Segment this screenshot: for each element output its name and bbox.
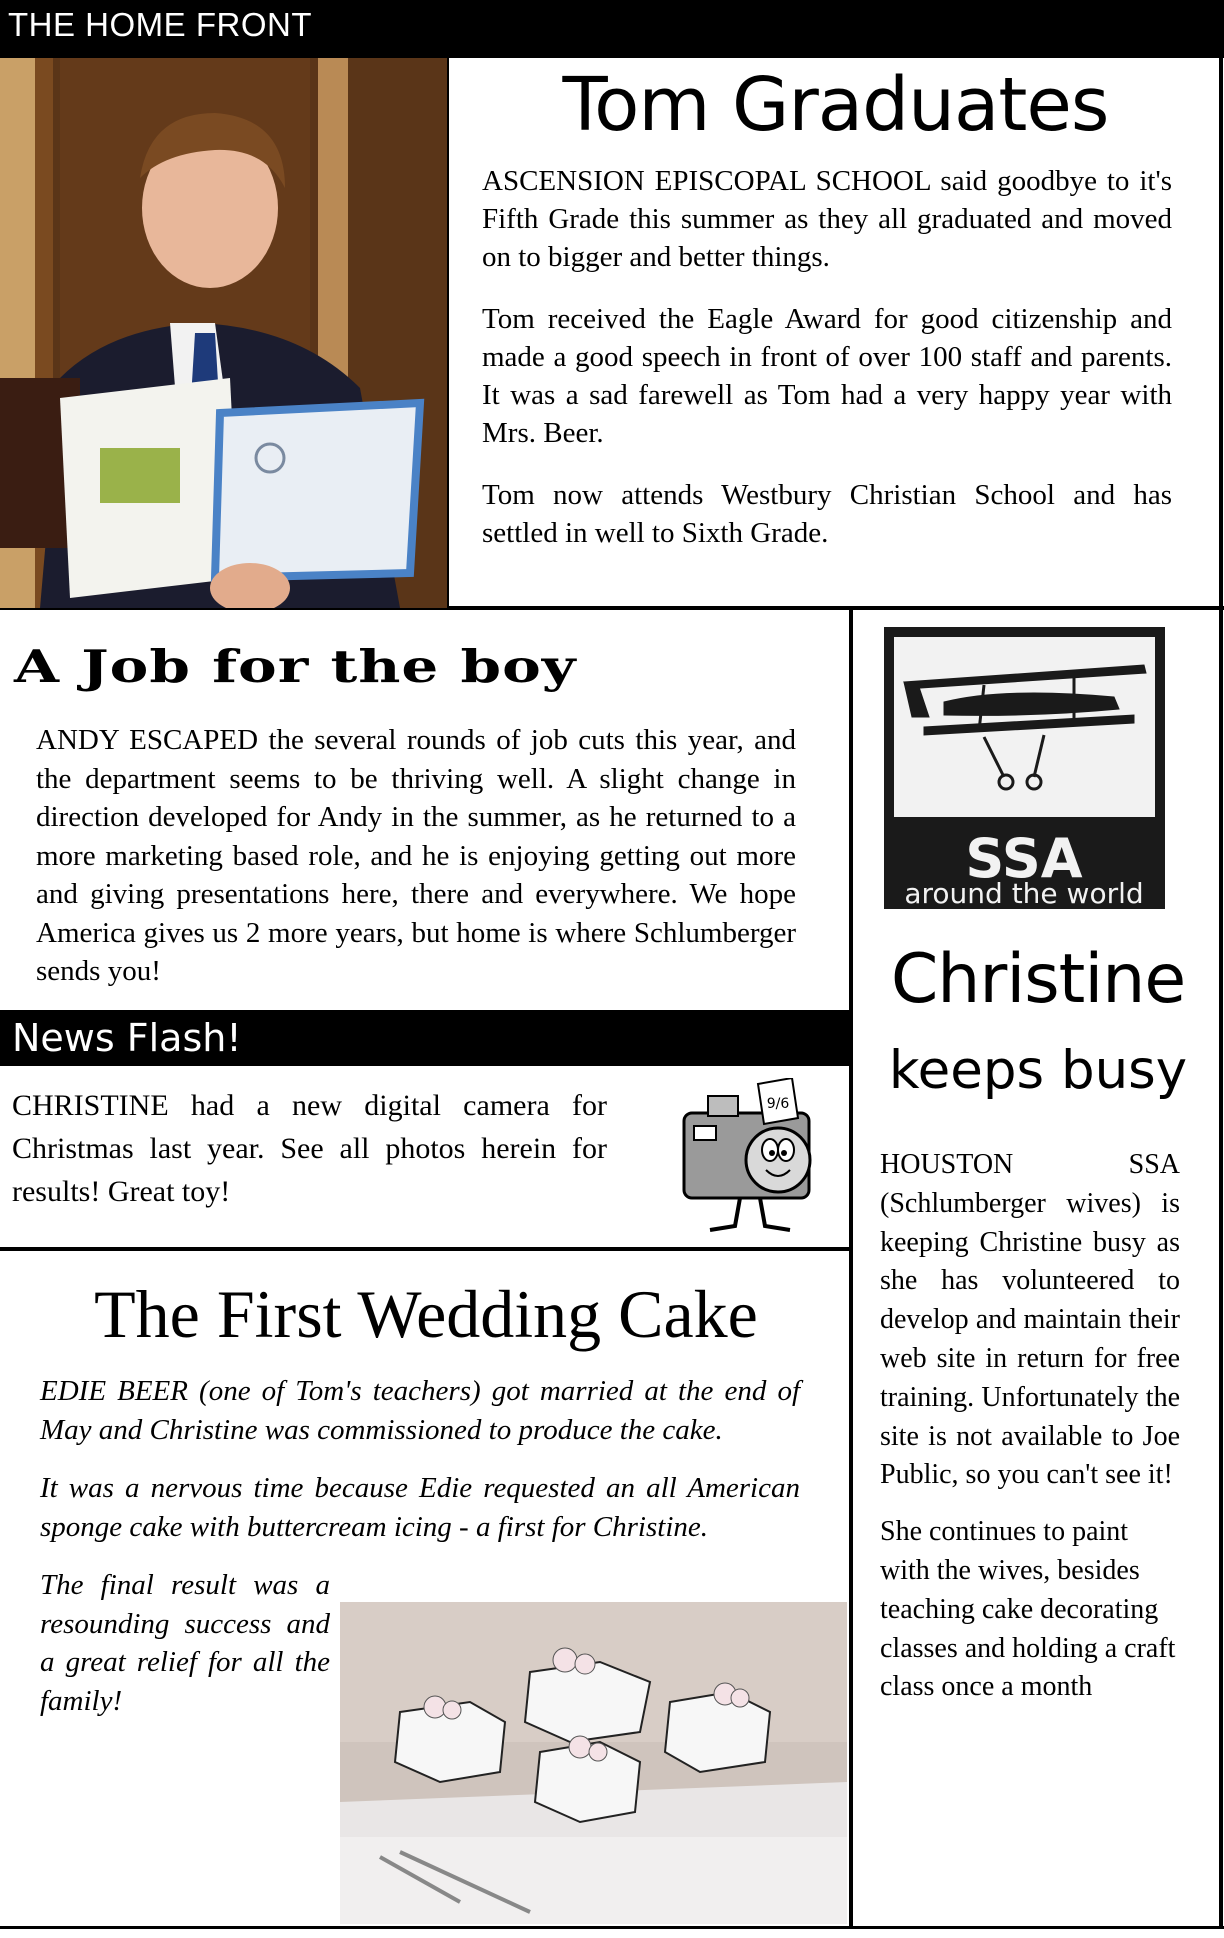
christine-article-title: Christine [890, 940, 1186, 1019]
ssa-logo-text: SSA [965, 827, 1083, 890]
wedding-cake-photo [340, 1602, 847, 1924]
job-article-title: A Job for the boy [14, 640, 577, 694]
christine-paragraph: She continues to paint with the wives, besides teaching cake decorating classes and holding a craft class once a month [880, 1516, 1176, 1703]
cake-paragraph: It was a nervous time because Edie requested an all American sponge cake with buttercream icing - a first for Christine. [40, 1472, 800, 1543]
divider [0, 1247, 852, 1251]
tom-article-body [482, 162, 1172, 576]
news-flash-bar [0, 1010, 852, 1066]
tom-paragraph: Tom received the Eagle Award for good citizenship and made a good speech in front of over 100 staff and parents. It was a sad farewell as Tom had a very happy year with Mrs. Beer. [482, 303, 1172, 449]
news-flash-body: CHRISTINE had a new digital camera for Christmas last year. See all photos herein for results! Great toy! [12, 1089, 607, 1208]
divider [0, 1926, 1224, 1929]
cake-paragraph: EDIE BEER (one of Tom's teachers) got married at the end of May and Christine was commissioned to produce the cake. [40, 1375, 800, 1446]
camera-icon [680, 1078, 815, 1236]
cake-paragraph: The final result was a resounding success and a great relief for all the family! [40, 1569, 330, 1717]
christine-paragraph: HOUSTON SSA (Schlumberger wives) is keeping Christine busy as she has volunteered to develop and maintain their web site in return for free training. Unfortunately the site is not available to Joe Public, so you can't see it! [880, 1149, 1180, 1491]
job-article-body: ANDY ESCAPED the several rounds of job cuts this year, and the department seems to be thriving well. A slight change in direction developed for Andy in the summer, as he returned to a more marketing based role, and he is enjoying getting out more and giving presentations here, there and everywhere. We hope America gives us 2 more years, but home is where Schlumberger sends you! [36, 724, 796, 987]
camera-tag: 9/6 [766, 1096, 790, 1112]
tom-paragraph: Tom now attends Westbury Christian School and has settled in well to Sixth Grade. [482, 479, 1172, 549]
tom-paragraph: ASCENSION EPISCOPAL SCHOOL said goodbye to it's Fifth Grade this summer as they all graduated and moved on to bigger and better things. [482, 165, 1172, 273]
ssa-logo-subtext: around the world [904, 877, 1144, 909]
christine-article-body [880, 1146, 1180, 1725]
tom-article-title: Tom Graduates [562, 62, 1109, 148]
tom-graduation-photo [0, 58, 447, 608]
section-header-label: THE HOME FRONT [8, 6, 312, 43]
ssa-logo [884, 627, 1165, 909]
divider [849, 610, 853, 1928]
section-header-bar [0, 0, 1224, 55]
cake-article-title: The First Wedding Cake [94, 1276, 758, 1352]
christine-article-subtitle: keeps busy [888, 1040, 1188, 1101]
news-flash-title: News Flash! [12, 1016, 242, 1060]
